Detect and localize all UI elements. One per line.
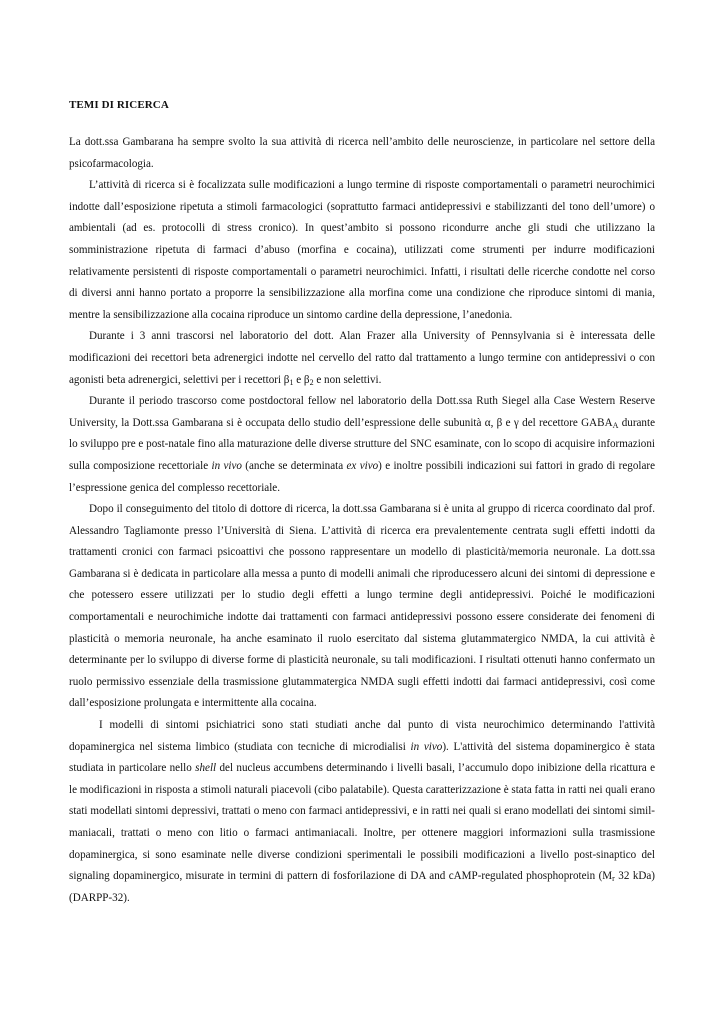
paragraph-text: e non selettivi. <box>313 373 382 386</box>
paragraph-text: durante lo sviluppo pre e post-natale fino alla maturazione delle diverse strutture del SNC esaminate, con lo scopo di acquisire informazioni sulla composizione recettoriale <box>69 416 655 472</box>
paragraph-text: (anche se determinata <box>241 459 347 472</box>
paragraph-neurochemical-models <box>69 715 655 909</box>
paragraph-text: 32 kDa) (DARPP-32). <box>69 870 655 904</box>
subscript: r <box>612 874 615 884</box>
paragraph-text: ). L'attività del sistema dopaminergico è stata studiata in particolare nello <box>69 740 655 775</box>
paragraph-text: e β <box>293 373 310 386</box>
paragraph-text: del nucleus accumbens determinando i livelli basali, l’accumulo dopo inibizione della ricattura e le modificazioni in risposta a stimoli naturali piacevoli (cibo palatabile). Questa caratterizzazione è stata fatta in ratti nei quali erano stati modellati sintomi depressivi, trattati o meno con farmaci antidepressivi, e in ratti nei quali si erano modellati dei sintomi simil-maniacali, trattati o meno con litio o farmaci antimaniacali. Inoltre, per ottenere maggiori informazioni sulla trasmissione dopaminergica, si sono esaminate nelle diverse condizioni sperimentali le possibili modificazioni a livello post-sinaptico del signaling dopaminergico, misurate in termini di pattern di fosforilazione di DA and cAMP-regulated phosphoprotein (M <box>69 762 655 883</box>
paragraph-text: Durante i 3 anni trascorsi nel laboratorio del dott. Alan Frazer alla University of Pennsylvania si è interessata delle modificazioni dei recettori beta adrenergici indotte nel cervello del ratto dal trattamento a lungo termine con antidepressivi o con agonisti beta adrenergici, selettivi per i recettori β <box>69 330 655 386</box>
paragraph-text: I modelli di sintomi psichiatrici sono stati studiati anche dal punto di vista neurochimico determinando l'attività dopaminergica nel sistema limbico (studiata con tecniche di microdialisi <box>69 719 655 753</box>
document-page <box>69 95 655 909</box>
paragraph-intro: La dott.ssa Gambarana ha sempre svolto la sua attività di ricerca nell’ambito delle neuroscienze, in particolare nel settore della psicofarmacologia. <box>69 136 655 170</box>
italic-text: ex vivo <box>346 459 379 472</box>
paragraph-siegel-lab <box>69 391 655 499</box>
italic-text: shell <box>195 762 217 775</box>
subscript: 1 <box>289 377 294 387</box>
paragraph-text: Durante il periodo trascorso come postdoctoral fellow nel laboratorio della Dott.ssa Ruth Siegel alla Case Western Reserve University, la Dott.ssa Gambarana si è occupata dello studio dell’espressione delle subunità α, β e γ del recettore GABA <box>69 395 655 429</box>
paragraph-text: ) e inoltre possibili indicazioni sui fattori in grado di regolare l’espressione genica del complesso recettoriale. <box>69 459 655 494</box>
italic-text: in vivo <box>211 459 242 472</box>
paragraph-research-focus: L’attività di ricerca si è focalizzata sulle modificazioni a lungo termine di risposte comportamentali o parametri neurochimici indotte dall’esposizione ripetuta a stimoli farmacologici (soprattutto farmaci antidepressivi e stabilizzanti del tono dell’umore) o ambientali (ad es. protocolli di stress cronico). In quest’ambito si possono ricondurre anche gli studi che utilizzano la somministrazione ripetuta di farmaci d’abuso (morfina e cocaina), utilizzati come strumenti per indurre modificazioni relativamente persistenti di risposte comportamentali o parametri neurochimici. Infatti, i risultati delle ricerche condotte nel corso di diversi anni hanno portato a proporre la sensibilizzazione alla morfina come una condizione che riproduce sintomi di mania, mentre la sensibilizzazione alla cocaina riproduce un sintomo cardine della depressione, l’anedonia. <box>69 179 655 321</box>
paragraph-frazer-lab <box>69 326 655 391</box>
italic-text: in vivo <box>410 740 443 753</box>
section-heading: TEMI DI RICERCA <box>69 99 169 111</box>
subscript: A <box>612 420 619 430</box>
paragraph-siena-group: Dopo il conseguimento del titolo di dottore di ricerca, la dott.ssa Gambarana si è unita al gruppo di ricerca coordinato dal prof. Alessandro Tagliamonte presso l’Università di Siena. L’attività di ricerca era prevalentemente centrata sugli effetti indotti da trattamenti cronici con farmaci psicoattivi che possono rappresentare un modello di plasticità/memoria neuronale. La dott.ssa Gambarana si è dedicata in particolare alla messa a punto di modelli animali che riproducessero alcuni dei sintomi di depressione e che potessero essere utilizzati per lo studio degli effetti a lungo termine degli antidepressivi. Poiché le modificazioni comportamentali e neurochimiche indotte dai trattamenti con farmaci antidepressivi possono essere considerate dei fenomeni di plasticità o memoria neuronale, ha anche esaminato il ruolo esercitato dal sistema glutammatergico NMDA, la cui attività è determinante per lo sviluppo di diverse forme di plasticità neuronale, su tali modificazioni. I risultati ottenuti hanno confermato un ruolo permissivo essenziale della trasmissione glutammatergica NMDA sugli effetti indotti dai farmaci antidepressivi, così come dall’esposizione prolungata e intermittente alla cocaina. <box>69 503 655 710</box>
subscript: 2 <box>309 377 314 387</box>
